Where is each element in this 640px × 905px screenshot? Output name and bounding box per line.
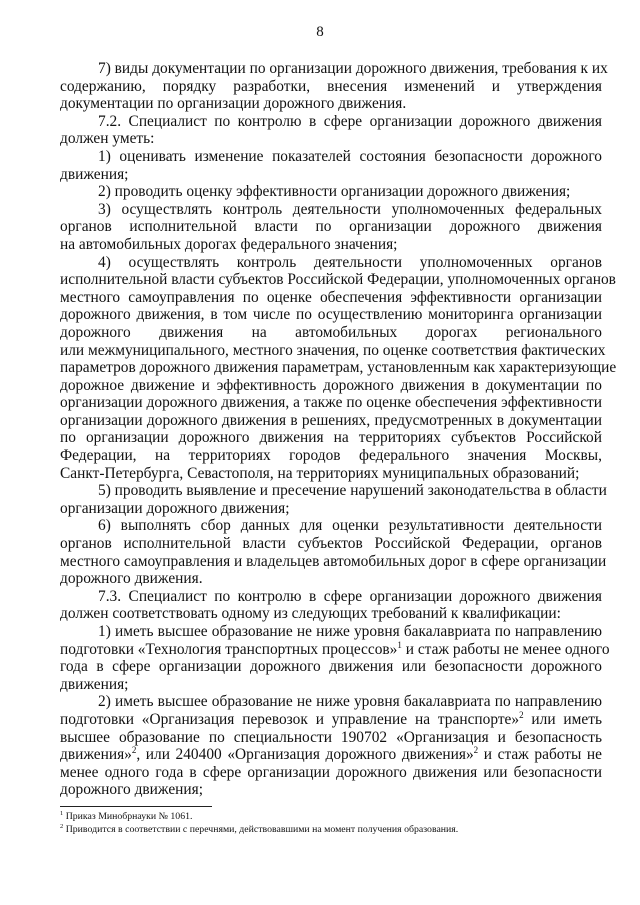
footnote-text: Приказ Минобрнауки № 1061.: [63, 811, 193, 822]
text-line: движения;: [60, 165, 129, 183]
text-line: 5) проводить выявление и пресечение нарушений законодательства в области: [98, 482, 607, 500]
text-line: [60, 639, 610, 659]
page-number: 8: [316, 24, 324, 40]
text-line: 2) иметь высшее образование не ниже уровня бакалавриата по направлению: [98, 693, 602, 711]
text-line: документации по организации дорожного движения.: [60, 95, 407, 113]
footnote-separator: [60, 806, 212, 807]
text-line: местного самоуправления по оценке обеспечения эффективности организации: [60, 288, 602, 306]
text-line: 6) выполнять сбор данных для оценки результативности деятельности: [98, 517, 602, 535]
text-fragment: и стаж работы не: [478, 746, 602, 764]
text-fragment: или иметь: [523, 710, 602, 728]
text-fragment: подготовки «Технология транспортных процессов»: [60, 640, 398, 658]
text-line: организации дорожного движения в решениях, предусмотренных в документации: [60, 411, 602, 429]
text-line: организации дорожного движения, а также по оценке обеспечения эффективности: [60, 394, 602, 412]
text-line: 7.2. Специалист по контролю в сфере организации дорожного движения: [98, 112, 602, 130]
text-line: [60, 746, 602, 764]
text-line: дорожного движения.: [60, 570, 203, 588]
text-fragment: , или 240400 «Организация дорожного движения»: [136, 746, 474, 764]
text-line: по организации дорожного движения на территориях субъектов Российской: [60, 429, 602, 447]
text-fragment: и стаж работы не менее одного: [401, 640, 610, 658]
text-fragment: движения»: [60, 746, 132, 764]
text-line: дорожного движения, в том числе по осуществлению мониторинга организации: [60, 306, 602, 324]
footnote-text: Приводится в соответствии с перечнями, действовавшими на момент получения образования.: [63, 823, 459, 835]
text-line: Федерации, на территориях городов федерального значения Москвы,: [60, 447, 602, 465]
text-fragment: подготовки «Организация перевозок и управление на транспорте»: [60, 710, 520, 728]
text-line: органов исполнительной власти по организации дорожного движения: [60, 218, 602, 236]
text-line: высшее образование по специальности 190702 «Организация и безопасность: [60, 728, 602, 746]
text-line: параметров дорожного движения параметрам, установленным как характеризующие: [60, 359, 617, 377]
footnote-ref: 2: [131, 745, 137, 756]
text-line: менее одного года в сфере организации дорожного движения или безопасности: [60, 763, 602, 781]
footnote-ref: 1: [397, 639, 402, 650]
text-line: или межмуниципального, местного значения, по оценке соответствия фактических: [60, 341, 606, 359]
text-line: движения;: [60, 675, 129, 693]
footnote: [60, 824, 602, 837]
text-line: 1) иметь высшее образование не ниже уровня бакалавриата по направлению: [98, 623, 602, 640]
text-line: содержанию, порядку разработки, внесения изменений и утверждения: [60, 77, 602, 95]
text-line: 2) проводить оценку эффективности организации дорожного движения;: [98, 183, 571, 201]
text-line: 1) оценивать изменение показателей состояния безопасности дорожного: [98, 147, 602, 165]
footnote-ref: 2: [473, 745, 479, 756]
text-line: дорожное движение и эффективность дорожного движения в документации по: [60, 376, 602, 394]
text-line: должен уметь:: [60, 130, 155, 148]
footnote: [60, 811, 602, 824]
text-line: 7) виды документации по организации дорожного движения, требования к их: [98, 60, 608, 77]
text-line: исполнительной власти субъектов Российской Федерации, уполномоченных органов: [60, 271, 616, 289]
text-line: местного самоуправления и владельцев автомобильных дорог в сфере организации: [60, 552, 607, 570]
text-line: дорожного движения на автомобильных дорогах регионального: [60, 323, 602, 341]
text-line: должен соответствовать одному из следующих требований к квалификации:: [60, 605, 561, 623]
footnote-mark: 2: [60, 822, 64, 830]
text-line: [60, 711, 602, 729]
footnotes: [60, 811, 602, 836]
footnote-mark: 1: [60, 810, 64, 817]
text-line: 7.3. Специалист по контролю в сфере организации дорожного движения: [98, 587, 602, 605]
text-line: года в сфере организации дорожного движения или безопасности дорожного: [60, 658, 602, 676]
text-line: органов исполнительной власти субъектов Российской Федерации, органов: [60, 535, 602, 553]
text-line: на автомобильных дорогах федерального значения;: [60, 235, 398, 253]
text-line: организации дорожного движения;: [60, 499, 290, 517]
text-line: дорожного движения;: [60, 781, 203, 799]
text-line: 3) осуществлять контроль деятельности уполномоченных федеральных: [98, 200, 602, 218]
text-line: Санкт-Петербурга, Севастополя, на территориях муниципальных образований;: [60, 464, 580, 482]
document-body: [60, 60, 617, 799]
footnote-ref: 2: [519, 709, 524, 720]
text-line: 4) осуществлять контроль деятельности уполномоченных органов: [98, 253, 602, 271]
